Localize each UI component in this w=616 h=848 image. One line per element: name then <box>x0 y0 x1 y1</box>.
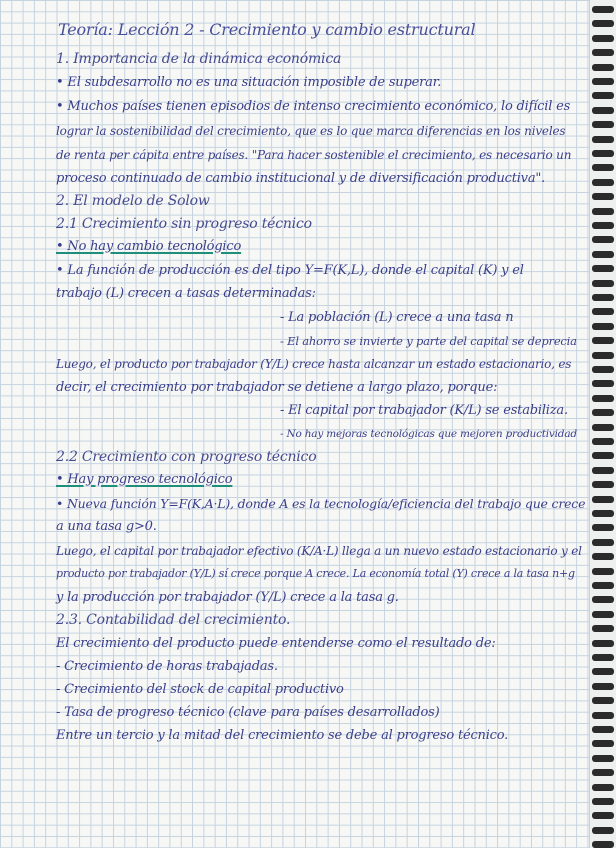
spiral-ring <box>592 539 614 546</box>
heading-2: 2. El modelo de Solow <box>56 193 210 209</box>
note-line: de renta per cápita entre países. "Para hacer sostenible el crecimiento, es necesario un <box>56 148 572 162</box>
spiral-ring <box>592 121 614 128</box>
spiral-ring <box>592 524 614 531</box>
spiral-ring <box>592 380 614 387</box>
spiral-ring <box>592 6 614 13</box>
spiral-ring <box>592 352 614 359</box>
spiral-ring <box>592 654 614 661</box>
note-line: producto por trabajador (Y/L) sí crece porque A crece. La economía total (Y) crece a la tasa n+g <box>56 567 575 580</box>
spiral-ring <box>592 424 614 431</box>
spiral-ring <box>592 812 614 819</box>
spiral-ring <box>592 64 614 71</box>
spiral-ring <box>592 208 614 215</box>
spiral-ring <box>592 236 614 243</box>
note-line: lograr la sostenibilidad del crecimiento, que es lo que marca diferencias en los niveles <box>56 124 566 138</box>
heading-2-1: 2.1 Crecimiento sin progreso técnico <box>56 216 312 232</box>
note-line: • La función de producción es del tipo Y=F(K,L), donde el capital (K) y el <box>56 263 524 278</box>
note-line: • Nueva función Y=F(K,A·L), donde A es la tecnología/eficiencia del trabajo que crece <box>56 496 586 511</box>
note-line: El crecimiento del producto puede entenderse como el resultado de: <box>56 636 496 651</box>
spiral-ring <box>592 798 614 805</box>
note-line: - Crecimiento de horas trabajadas. <box>56 659 278 674</box>
note-line: • El subdesarrollo no es una situación imposible de superar. <box>56 75 442 90</box>
spiral-ring <box>592 611 614 618</box>
spiral-ring <box>592 697 614 704</box>
page-title: Teoría: Lección 2 - Crecimiento y cambio estructural <box>58 20 476 39</box>
spiral-ring <box>592 481 614 488</box>
spiral-ring <box>592 769 614 776</box>
spiral-ring <box>592 582 614 589</box>
note-line: - El ahorro se invierte y parte del capital se deprecia <box>280 334 577 348</box>
spiral-ring <box>592 841 614 848</box>
spiral-ring <box>592 827 614 834</box>
spiral-ring <box>592 568 614 575</box>
spiral-ring <box>592 92 614 99</box>
spiral-ring <box>592 596 614 603</box>
note-line: - Tasa de progreso técnico (clave para países desarrollados) <box>56 705 440 720</box>
spiral-ring <box>592 683 614 690</box>
spiral-ring <box>592 179 614 186</box>
note-line: decir, el crecimiento por trabajador se detiene a largo plazo, porque: <box>56 380 498 395</box>
spiral-ring <box>592 136 614 143</box>
spiral-ring <box>592 726 614 733</box>
note-line: Luego, el capital por trabajador efectivo (K/A·L) llega a un nuevo estado estacionario y el <box>56 544 582 558</box>
spiral-ring <box>592 251 614 258</box>
spiral-ring <box>592 755 614 762</box>
note-line: • No hay cambio tecnológico <box>56 239 242 254</box>
note-line: Luego, el producto por trabajador (Y/L) crece hasta alcanzar un estado estacionario, es <box>56 357 572 371</box>
spiral-ring <box>592 150 614 157</box>
note-line: • Muchos países tienen episodios de intenso crecimiento económico, lo difícil es <box>56 99 571 114</box>
spiral-ring <box>592 438 614 445</box>
spiral-binding <box>589 0 616 848</box>
spiral-ring <box>592 510 614 517</box>
spiral-ring <box>592 409 614 416</box>
spiral-ring <box>592 294 614 301</box>
note-line: trabajo (L) crecen a tasas determinadas: <box>56 286 316 301</box>
note-line: - No hay mejoras tecnológicas que mejoren productividad <box>280 428 577 440</box>
spiral-ring <box>592 740 614 747</box>
spiral-ring <box>592 280 614 287</box>
spiral-ring <box>592 784 614 791</box>
note-line: - El capital por trabajador (K/L) se estabiliza. <box>280 403 568 418</box>
spiral-ring <box>592 467 614 474</box>
spiral-ring <box>592 265 614 272</box>
spiral-ring <box>592 366 614 373</box>
note-line: • Hay progreso tecnológico <box>56 472 233 487</box>
spiral-ring <box>592 395 614 402</box>
heading-2-2: 2.2 Crecimiento con progreso técnico <box>56 449 317 465</box>
note-line: y la producción por trabajador (Y/L) crece a la tasa g. <box>56 590 399 605</box>
note-line: Entre un tercio y la mitad del crecimiento se debe al progreso técnico. <box>56 728 509 743</box>
spiral-ring <box>592 553 614 560</box>
spiral-ring <box>592 78 614 85</box>
spiral-ring <box>592 222 614 229</box>
spiral-ring <box>592 35 614 42</box>
note-line: proceso continuado de cambio institucional y de diversificación productiva". <box>56 171 546 186</box>
note-line: a una tasa g>0. <box>56 519 157 534</box>
spiral-ring <box>592 452 614 459</box>
spiral-ring <box>592 640 614 647</box>
spiral-ring <box>592 625 614 632</box>
spiral-ring <box>592 49 614 56</box>
heading-2-3: 2.3. Contabilidad del crecimiento. <box>56 612 291 628</box>
spiral-ring <box>592 323 614 330</box>
spiral-ring <box>592 496 614 503</box>
note-line: - Crecimiento del stock de capital productivo <box>56 682 344 697</box>
spiral-ring <box>592 20 614 27</box>
spiral-ring <box>592 712 614 719</box>
spiral-ring <box>592 193 614 200</box>
heading-1: 1. Importancia de la dinámica económica <box>56 51 342 67</box>
spiral-ring <box>592 308 614 315</box>
spiral-ring <box>592 337 614 344</box>
spiral-ring <box>592 164 614 171</box>
spiral-ring <box>592 668 614 675</box>
spiral-ring <box>592 107 614 114</box>
note-line: - La población (L) crece a una tasa n <box>280 310 514 325</box>
